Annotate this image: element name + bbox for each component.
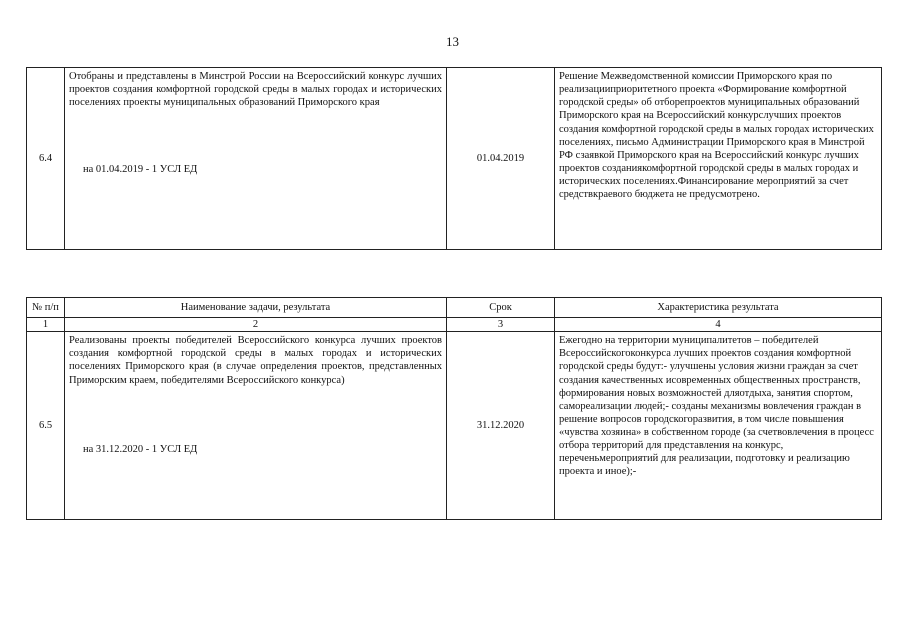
column-header-number: № п/п [27,298,65,318]
table-row [27,68,882,250]
page-number: 13 [446,34,459,49]
table-tasks [26,297,882,520]
row-number: 6.4 [27,68,65,250]
column-header-task: Наименование задачи, результата [65,298,447,318]
column-index-1: 1 [27,318,65,332]
table-continuation [26,67,882,250]
table-header-row [27,298,882,318]
column-index-2: 2 [65,318,447,332]
column-index-4: 4 [555,318,882,332]
task-cell [65,68,447,250]
task-result: на 31.12.2020 - 1 УСЛ ЕД [83,443,198,455]
table-row [27,332,882,520]
characteristic-cell: Ежегодно на территории муниципалитетов – победителей Всероссийскогоконкурса лучших проектов создания комфортной городской среды будут:- улучшены условия жизни граждан за счет создания качественных исовременных общественных пространств, формирования новых возможностей дляотдыха, занятия спортом, самореализации людей;- созданы механизмы вовлечения граждан в решение вопросов городскогоразвития, в том числе повышения «чувства хозяина» в собственном городе (за счетвовлечения в процесс отбора территорий для представления на конкурс, переченьмероприятий для реализации, подготовку и реализацию проекта и иное);- [555,332,882,520]
column-header-characteristic: Характеристика результата [555,298,882,318]
task-cell [65,332,447,520]
deadline-cell: 01.04.2019 [447,68,555,250]
characteristic-cell: Решение Межведомственной комиссии Приморского края по реализацииприоритетного проекта «Формирование комфортной городской среды» об отборепроектов муниципальных образований Приморского края на Всероссийский конкурслучших проектов создания комфортной городской среды в малых городах исторических поселениях, письмо Администрации Приморского края в Минстрой РФ сзаявкой Приморского края на Всероссийский конкурс лучших проектов созданиякомфортной городской среды в малых городах и исторических поселениях.Финансирование мероприятий за счет средствкраевого бюджета не предусмотрено. [555,68,882,250]
task-description: Отобраны и представлены в Минстрой России на Всероссийский конкурс лучших проектов создания комфортной городской среды в малых городах и исторических поселениях проекты муниципальных образований Приморского края [69,71,442,109]
task-result: на 01.04.2019 - 1 УСЛ ЕД [83,164,198,176]
task-description: Реализованы проекты победителей Всероссийского конкурса лучших проектов создания комфортной городской среды в малых городах и исторических поселениях Приморского края (в случае определения проектов, представленных Приморским краем, победителями Всероссийского конкурса) [69,335,442,386]
column-index-3: 3 [447,318,555,332]
column-header-deadline: Срок [447,298,555,318]
deadline-cell: 31.12.2020 [447,332,555,520]
table-numbering-row [27,318,882,332]
row-number: 6.5 [27,332,65,520]
